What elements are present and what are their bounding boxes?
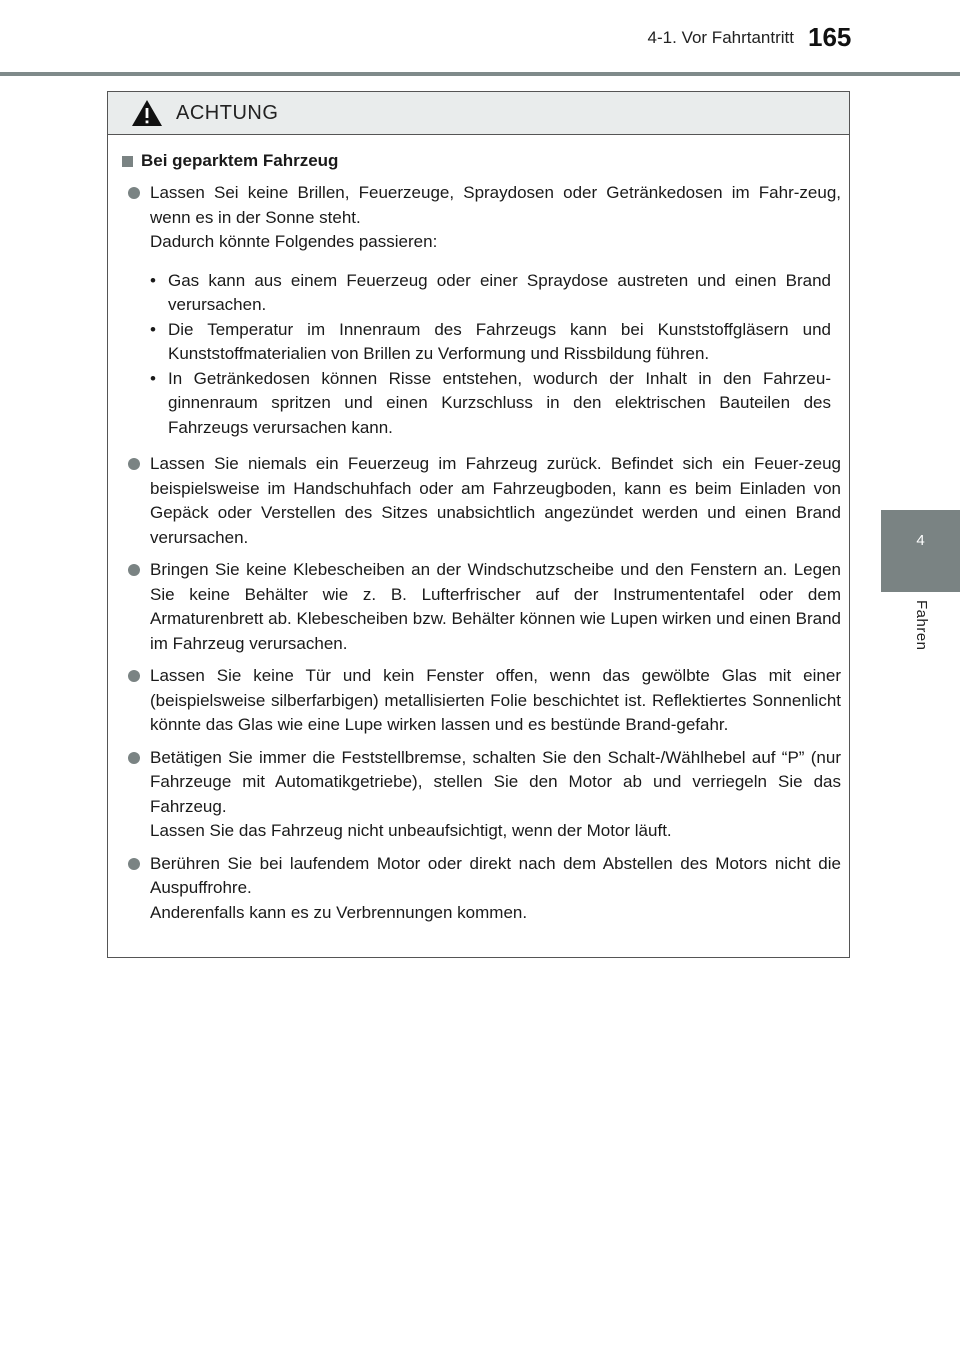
- item-paragraph: Berühren Sie bei laufendem Motor oder direkt nach dem Abstellen des Motors nicht die Auspuffrohre.: [150, 853, 841, 897]
- chapter-tab: [881, 510, 960, 592]
- circle-bullet-icon: [128, 564, 140, 576]
- chapter-label: Fahren: [913, 600, 930, 651]
- sub-list-item: • Die Temperatur im Innenraum des Fahrzeugs kann bei Kunststoffgläsern und Kunststoffmaterialien von Brillen zu Verformung und Rissbildung führen.: [150, 318, 831, 367]
- circle-bullet-icon: [128, 752, 140, 764]
- item-paragraph: Lassen Sie keine Tür und kein Fenster offen, wenn das gewölbte Glas mit einer (beispielsweise silberfarbigen) metallisierten Folie beschichtet ist. Reflektiertes Sonnenlicht könnte das Glas wie eine Lupe wirken lassen und es bestünde Brand-gefahr.: [150, 666, 841, 734]
- warning-item: [122, 746, 841, 844]
- circle-bullet-icon: [128, 858, 140, 870]
- item-paragraph: Lassen Sie das Fahrzeug nicht unbeaufsichtigt, wenn der Motor läuft.: [150, 821, 672, 840]
- item-paragraph: Lassen Sei keine Brillen, Feuerzeuge, Spraydosen oder Getränkedosen im Fahr-zeug, wenn es in der Sonne steht.: [150, 183, 841, 227]
- warning-header: [108, 92, 849, 135]
- item-paragraph: Anderenfalls kann es zu Verbrennungen kommen.: [150, 902, 528, 922]
- sub-list: [150, 269, 831, 441]
- warning-triangle-icon: [130, 98, 164, 128]
- warning-item: [122, 452, 841, 550]
- item-paragraph: Bringen Sie keine Klebescheiben an der Windschutzscheibe und den Fenstern an. Legen Sie keine Behälter wie z. B. Lufterfrischer auf der Instrumententafel oder dem Armaturenbrett ab. Klebescheiben bzw. Behälter können wie Lupen wirken und einen Brand im Fahrzeug verursachen.: [150, 560, 841, 653]
- chapter-number: 4: [916, 532, 925, 549]
- sub-list-item: • In Getränkedosen können Risse entstehen, wodurch der Inhalt in den Fahrzeu-ginnenraum spritzen und einen Kurzschluss in den elektrischen Bauteilen des Fahrzeugs verursachen kann.: [150, 367, 831, 441]
- warning-item: [122, 181, 841, 444]
- section-heading: [122, 151, 841, 171]
- item-paragraph: Lassen Sie niemals ein Feuerzeug im Fahrzeug zurück. Befindet sich ein Feuer-zeug beispielsweise im Handschuhfach oder am Fahrzeugboden, kann es beim Einladen von Gepäck oder Verstellen des Sitzes unabsichtlich angezündet werden und einen Brand verursachen.: [150, 454, 841, 547]
- page-number: 165: [808, 22, 852, 52]
- warning-item: [122, 664, 841, 738]
- header-rule: [0, 72, 960, 76]
- warning-item: [122, 852, 841, 926]
- square-bullet-icon: [122, 156, 133, 167]
- item-paragraph: Betätigen Sie immer die Feststellbremse, schalten Sie den Schalt-/Wählhebel auf “P” (nur Fahrzeuge mit Automatikgetriebe), stellen Sie den Motor ab und verriegeln Sie das Fahrzeug.: [150, 747, 841, 816]
- header-section-title: 4-1. Vor Fahrtantritt: [647, 28, 794, 47]
- warning-item: [122, 558, 841, 656]
- circle-bullet-icon: [128, 187, 140, 199]
- warning-body: [108, 135, 849, 925]
- item-paragraph: Dadurch könnte Folgendes passieren:: [150, 232, 438, 251]
- circle-bullet-icon: [128, 670, 140, 682]
- circle-bullet-icon: [128, 458, 140, 470]
- section-heading-text: Bei geparktem Fahrzeug: [141, 151, 339, 170]
- warning-title: ACHTUNG: [176, 101, 279, 124]
- sub-list-item: • Gas kann aus einem Feuerzeug oder einer Spraydose austreten und einen Brand verursachen.: [150, 269, 831, 318]
- chapter-label-area: [881, 600, 960, 680]
- warning-box: [107, 91, 850, 958]
